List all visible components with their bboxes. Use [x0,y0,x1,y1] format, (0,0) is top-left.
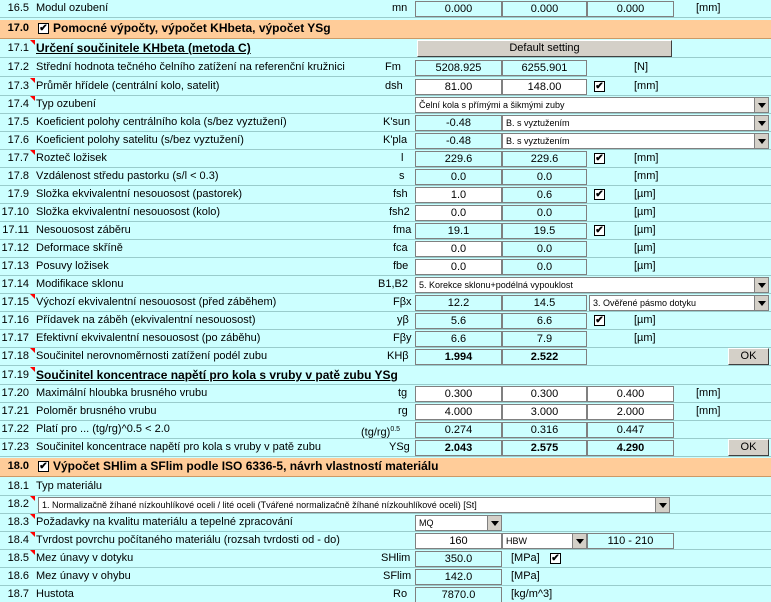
value-1: 12.2 [415,295,502,311]
input-1[interactable]: 0.300 [415,386,502,402]
row-number: 17.9 [0,186,32,203]
row-unit: [MPa] [511,570,540,582]
hardness-range: 110 - 210 [587,533,674,549]
contact-pattern-select[interactable] [589,295,769,311]
value-2: 0.0 [502,205,587,221]
row-label: Typ materiálu [36,480,103,492]
result-2: 2.522 [502,349,587,365]
value-2: 6.6 [502,313,587,329]
planet-position-select[interactable] [502,133,769,149]
row-17-22 [0,421,771,439]
row-number: 17.6 [0,132,32,149]
helix-modification-select[interactable] [415,277,769,293]
row-symbol: mn [392,2,408,14]
row-18-2 [0,496,771,514]
row-symbol: s [399,170,405,182]
ok-button[interactable]: OK [728,348,769,365]
row-17-19 [0,367,771,385]
row-number: 17.21 [0,403,32,420]
value-2: 0.316 [502,422,587,438]
value-1: -0.48 [415,115,502,131]
row-17-10 [0,204,771,222]
row-number: 18.1 [0,478,32,495]
row-symbol: YSg [389,441,410,453]
row-number: 16.5 [0,0,32,17]
row-checkbox[interactable]: ✔ [595,81,604,92]
row-number: 18.7 [0,586,32,602]
input-3[interactable]: 0.400 [587,386,674,402]
row-checkbox[interactable]: ✔ [551,553,560,564]
input-2[interactable]: 3.000 [502,404,587,420]
row-unit: [mm] [696,405,721,417]
row-number: 18.4 [0,532,32,549]
row-16-5 [0,0,771,18]
comment-marker [30,367,35,372]
row-label: Modifikace sklonu [36,278,124,290]
selected-value: B. s vyztužením [506,136,570,146]
section-18-0 [0,458,771,477]
row-17-11 [0,222,771,240]
row-number: 17.16 [0,312,32,329]
row-number: 18.5 [0,550,32,567]
value-1: 7870.0 [415,587,502,602]
row-symbol: Ro [393,588,408,600]
row-18-5 [0,550,771,568]
value-1: -0.48 [415,133,502,149]
row-label: Složka ekvivalentní nesouosost (kolo) [36,206,221,218]
input-1[interactable]: 0.0 [415,259,502,275]
selected-value: HBW [506,536,527,546]
result-2: 2.575 [502,440,587,456]
row-label: Modul ozubení [36,2,109,14]
section-number: 18.0 [0,458,32,476]
row-label: Typ ozubení [36,98,96,110]
value-1: 350.0 [415,551,502,567]
input-1[interactable]: 1.0 [415,187,502,203]
row-label: Mez únavy v ohybu [36,570,131,582]
value-1: 0.274 [415,422,502,438]
row-17-2 [0,59,771,77]
row-symbol: B1,B2 [378,278,408,290]
row-label: Vzdálenost středu pastorku (s/l < 0.3) [36,170,219,182]
chevron-down-icon[interactable] [754,296,768,310]
row-17-5 [0,114,771,132]
row-number: 17.22 [0,421,32,438]
row-unit: [µm] [634,242,656,254]
row-number: 17.20 [0,385,32,402]
row-number: 17.8 [0,168,32,185]
row-18-6 [0,568,771,586]
row-unit: [µm] [634,314,656,326]
row-unit: [µm] [634,188,656,200]
comment-marker [30,294,35,299]
row-number: 17.4 [0,96,32,113]
default-setting-button[interactable]: Default setting [417,40,672,57]
row-symbol: SHlim [381,552,411,564]
row-symbol: Fm [385,61,401,73]
row-number: 17.3 [0,78,32,95]
row-label: Součinitel koncentrace napětí pro kola s vruby v patě zubu [36,441,321,453]
row-17-23 [0,439,771,457]
row-number: 17.2 [0,59,32,76]
chevron-down-icon[interactable] [572,534,586,548]
row-number: 17.1 [0,40,32,57]
row-17-6 [0,132,771,150]
value-1: 0.000 [415,1,502,17]
row-number: 17.18 [0,348,32,365]
row-label: Součinitel nerovnoměrnosti zatížení podél zubu [36,350,268,362]
input-2[interactable]: 0.300 [502,386,587,402]
row-symbol: K'sun [383,116,411,128]
row-unit: [µm] [634,260,656,272]
row-unit: [µm] [634,206,656,218]
row-unit: [kg/m^3] [511,588,553,600]
input-1[interactable]: 4.000 [415,404,502,420]
comment-marker [30,532,35,537]
row-unit: [mm] [634,170,659,182]
input-3[interactable]: 2.000 [587,404,674,420]
row-17-7 [0,150,771,168]
row-17-1 [0,40,771,58]
value-1: 0.0 [415,169,502,185]
selected-value: 1. Normalizačně žíhané nízkouhlíkové oceli / lité oceli (Tvářené normalizačně žíhané nízkouhlíkové oceli) [St] [42,500,477,510]
row-label: Koeficient polohy satelitu (s/bez vyztužení) [36,134,244,146]
row-18-3 [0,514,771,532]
input-1[interactable]: 81.00 [415,79,502,95]
row-unit: [mm] [696,2,721,14]
value-2: 7.9 [502,331,587,347]
section-checkbox[interactable]: ✔ [39,461,48,472]
row-label: Střední hodnota tečného čelního zatížení na referenční kružnici [36,61,345,73]
value-2: 0.6 [502,187,587,203]
value-1: 19.1 [415,223,502,239]
comment-marker [30,496,35,501]
row-17-13 [0,258,771,276]
row-symbol: rg [398,405,408,417]
comment-marker [30,348,35,353]
row-label: Hustota [36,588,74,600]
input-1[interactable]: 0.0 [415,241,502,257]
row-number: 18.3 [0,514,32,531]
row-symbol: fma [393,224,412,236]
row-17-9 [0,186,771,204]
row-17-4 [0,96,771,114]
row-number: 17.5 [0,114,32,131]
row-label: Složka ekvivalentní nesouosost (pastorek) [36,188,243,200]
ok-button[interactable]: OK [728,439,769,456]
row-symbol: fsh2 [389,206,410,218]
value-2: 6255.901 [502,60,587,76]
input-1[interactable]: 0.0 [415,205,502,221]
hardness-input[interactable]: 160 [415,533,502,549]
row-17-17 [0,330,771,348]
subsection-title: Součinitel koncentrace napětí pro kola s vruby v patě zubu YSg [36,368,398,382]
row-label: Přídavek na záběh (ekvivalentní nesouosost) [36,314,256,326]
row-symbol: K'pla [383,134,408,146]
result-1: 1.994 [415,349,502,365]
result-3: 4.290 [587,440,674,456]
row-number: 17.23 [0,439,32,456]
selected-value: 5. Korekce sklonu+podélná vypouklost [419,280,573,290]
row-label: Nesouosost záběru [36,224,131,236]
row-label: Průměr hřídele (centrální kolo, satelit) [36,80,220,92]
row-number: 17.7 [0,150,32,167]
row-17-20 [0,385,771,403]
row-label: Platí pro ... (tg/rg)^0.5 < 2.0 [36,423,170,435]
row-number: 18.2 [0,496,32,513]
section-17-0 [0,20,771,39]
selected-value: Čelní kola s přímými a šikmými zuby [419,100,565,110]
row-symbol: tg [398,387,408,399]
comment-marker [30,514,35,519]
row-symbol: dsh [385,80,403,92]
row-unit: [µm] [634,332,656,344]
sun-position-select[interactable] [502,115,769,131]
row-17-21 [0,403,771,421]
row-17-8 [0,168,771,186]
selected-value: B. s vyztužením [506,118,570,128]
value-3: 0.447 [587,422,674,438]
row-number: 17.10 [0,204,32,221]
row-number: 17.17 [0,330,32,347]
chevron-down-icon[interactable] [655,498,669,512]
result-1: 2.043 [415,440,502,456]
chevron-down-icon[interactable] [754,134,768,148]
row-symbol: fsh [393,188,408,200]
row-label: Poloměr brusného vrubu [36,405,157,417]
value-2: 0.0 [502,169,587,185]
row-18-7 [0,586,771,602]
value-2: 0.000 [502,1,587,17]
row-label: Mez únavy v dotyku [36,552,134,564]
chevron-down-icon[interactable] [754,278,768,292]
row-unit: [µm] [634,224,656,236]
row-label: Maximální hloubka brusného vrubu [36,387,208,399]
value-2: 0.0 [502,241,587,257]
value-2: 14.5 [502,295,587,311]
value-1: 6.6 [415,331,502,347]
value-1: 5.6 [415,313,502,329]
value-2: 0.0 [502,259,587,275]
value-1: 5208.925 [415,60,502,76]
row-unit: [MPa] [511,552,540,564]
symbol-text: (tg/rg) [361,426,391,439]
row-symbol: Fβy [393,332,412,344]
section-checkbox[interactable]: ✔ [39,23,48,34]
row-unit: [mm] [634,80,659,92]
comment-marker [30,78,35,83]
row-17-3 [0,78,771,96]
section-title: Výpočet SHlim a SFlim podle ISO 6336-5, návrh vlastností materiálu [53,459,439,473]
row-checkbox[interactable]: ✔ [595,153,604,164]
row-17-15 [0,294,771,312]
row-number: 17.14 [0,276,32,293]
row-17-14 [0,276,771,294]
chevron-down-icon[interactable] [754,98,768,112]
row-18-4 [0,532,771,550]
hardness-unit-select[interactable] [502,533,587,549]
row-label: Výchozí ekvivalentní nesouosost (před záběhem) [36,296,277,308]
quality-select[interactable] [415,515,502,531]
chevron-down-icon[interactable] [487,516,501,530]
value-2: 229.6 [502,151,587,167]
gearing-type-select[interactable] [415,97,769,113]
symbol-exponent: 0.5 [390,426,401,433]
comment-marker [30,96,35,101]
row-checkbox[interactable]: ✔ [595,225,604,236]
row-label: Efektivní ekvivalentní nesouosost (po záběhu) [36,332,261,344]
row-number: 17.13 [0,258,32,275]
row-label: Rozteč ložisek [36,152,107,164]
row-symbol: fbe [393,260,409,272]
comment-marker [30,150,35,155]
row-unit: [mm] [696,387,721,399]
row-symbol: l [401,152,404,164]
input-2[interactable]: 148.00 [502,79,587,95]
value-3: 0.000 [587,1,674,17]
row-17-12 [0,240,771,258]
subsection-title: Určení součinitele KHbeta (metoda C) [36,41,251,55]
row-number: 17.19 [0,367,32,384]
row-unit: [N] [634,61,649,73]
section-number: 17.0 [0,20,32,38]
row-number: 17.15 [0,294,32,311]
row-label: Posuvy ložisek [36,260,109,272]
row-symbol: Fβx [393,296,412,308]
chevron-down-icon[interactable] [754,116,768,130]
comment-marker [30,40,35,45]
value-2: 19.5 [502,223,587,239]
row-symbol: yβ [397,314,409,326]
row-label: Koeficient polohy centrálního kola (s/bez vyztužení) [36,116,287,128]
row-18-1 [0,478,771,496]
row-checkbox[interactable]: ✔ [595,315,604,326]
row-symbol: KHβ [387,350,409,362]
material-type-select[interactable] [38,497,670,513]
row-label: Požadavky na kvalitu materiálu a tepelné zpracování [36,516,293,528]
row-symbol: fca [393,242,408,254]
row-unit: [mm] [634,152,659,164]
comment-marker [30,550,35,555]
selected-value: MQ [419,518,434,528]
row-number: 17.12 [0,240,32,257]
row-17-16 [0,312,771,330]
value-1: 229.6 [415,151,502,167]
selected-value: 3. Ověřené pásmo dotyku [593,298,697,308]
row-label: Tvrdost povrchu počítaného materiálu (rozsah tvrdosti od - do) [36,534,340,546]
row-number: 18.6 [0,568,32,585]
row-label: Deformace skříně [36,242,123,254]
section-title: Pomocné výpočty, výpočet KHbeta, výpočet YSg [53,21,331,35]
row-checkbox[interactable]: ✔ [595,189,604,200]
row-17-18 [0,348,771,366]
row-number: 17.11 [0,222,32,239]
row-symbol: SFlim [383,570,412,582]
value-1: 142.0 [415,569,502,585]
